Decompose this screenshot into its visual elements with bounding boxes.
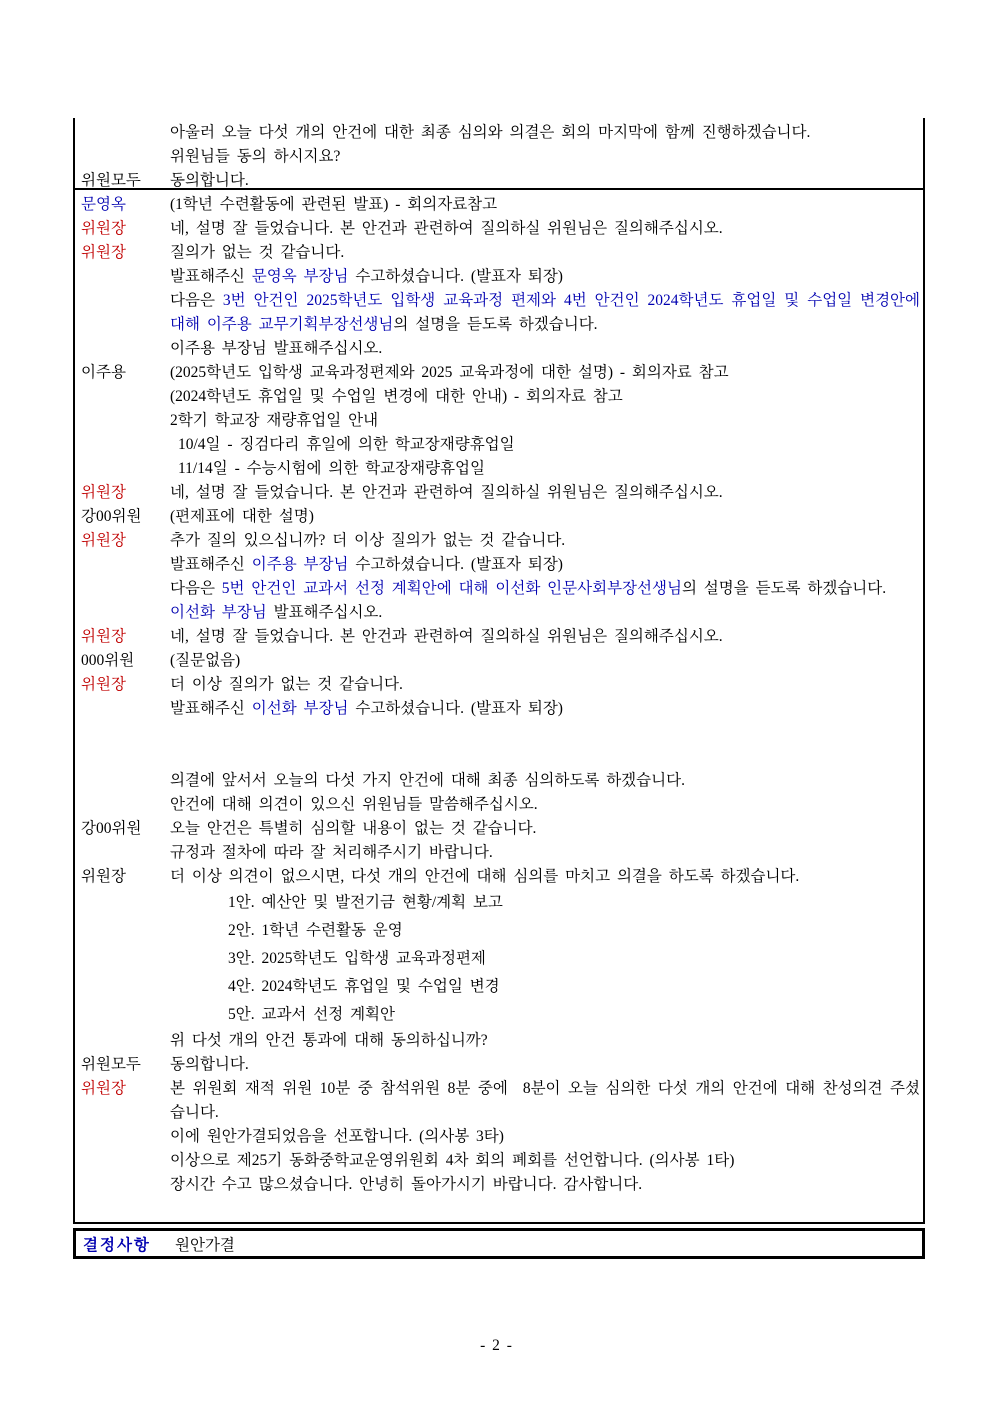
dialogue-text: (2025학년도 입학생 교육과정편제와 2025 교육과정에 대한 설명) - 회의자료 참고 [170,364,729,381]
dialogue-text: 의결에 앞서서 오늘의 다섯 가지 안건에 대해 최종 심의하도록 하겠습니다. [170,772,685,789]
speaker-label [75,121,170,145]
dialogue-line [170,793,920,817]
speaker-label: 문영옥 [81,196,126,213]
decision-row [73,1228,925,1259]
dialogue-text: 아울러 오늘 다섯 개의 안건에 대한 최종 심의와 의결은 회의 마지막에 함께 진행하겠습니다. [170,124,811,141]
dialogue-line [170,145,920,169]
dialogue-line [170,945,920,973]
dialogue-text: 안건에 대해 의견이 있으신 위원님들 말씀해주십시오. [170,796,538,813]
dialogue-line [170,697,920,721]
dialogue-text: 발표해주신 [170,268,252,285]
dialogue-line [170,889,920,917]
transcript-row [75,217,923,241]
transcript-row [75,529,923,625]
dialogue-text: 본 위원회 재적 위원 10분 중 참석위원 8분 중에 8분이 오늘 심의한 다섯 개의 안건에 대해 찬성의견 주셨습니다. [170,1080,920,1121]
dialogue-line [170,553,920,577]
transcript-row [75,505,923,529]
dialogue-content [170,217,923,241]
decision-label: 결정사항 [83,1236,151,1254]
dialogue-line [170,337,920,361]
dialogue-text: 다음은 [170,292,223,309]
transcript-row [75,625,923,649]
speaker-label: 위원장 [81,220,126,237]
transcript-row [75,721,923,817]
dialogue-line [170,625,920,649]
dialogue-text: 동의합니다. [170,172,249,189]
dialogue-content [170,241,923,361]
dialogue-line [170,1029,920,1053]
dialogue-line [170,917,920,945]
dialogue-text: 4안. 2024학년도 휴업일 및 수업일 변경 [228,978,500,995]
speaker-label: 위원장 [81,676,126,693]
speaker-label: 위원장 [81,1080,126,1097]
dialogue-text: 위 다섯 개의 안건 통과에 대해 동의하십니까? [170,1032,488,1049]
dialogue-line [170,361,920,385]
dialogue-line [170,433,920,457]
dialogue-text: 5번 안건인 교과서 선정 계획안에 대해 이선화 인문사회부장선생님 [221,580,682,597]
transcript-row [75,673,923,721]
dialogue-line [170,1125,920,1149]
dialogue-text: 동의합니다. [170,1056,249,1073]
dialogue-text: 이선화 부장님 [170,604,267,621]
speaker-label [75,721,170,745]
speaker-label: 강00위원 [81,820,142,837]
dialogue-line [170,505,920,529]
dialogue-text: (질문없음) [170,652,241,669]
dialogue-content [170,817,923,865]
dialogue-text: 의 설명을 듣도록 하겠습니다. [393,316,598,333]
transcript-row [75,865,923,1053]
dialogue-text: (편제표에 대한 설명) [170,508,314,525]
dialogue-line [170,217,920,241]
dialogue-text: 수고하셨습니다. (발표자 퇴장) [348,700,563,717]
speaker-label: 강00위원 [81,508,142,525]
speaker-label: 위원장 [81,532,126,549]
dialogue-text: 2안. 1학년 수련활동 운영 [228,922,403,939]
speaker-label: 위원장 [81,628,126,645]
dialogue-content [170,121,923,169]
dialogue-text: 네, 설명 잘 들었습니다. 본 안건과 관련하여 질의하실 위원님은 질의해주십시오. [170,628,723,645]
decision-value: 원안가결 [175,1236,235,1254]
dialogue-text: 네, 설명 잘 들었습니다. 본 안건과 관련하여 질의하실 위원님은 질의해주십시오. [170,220,723,237]
dialogue-content [170,1077,923,1197]
transcript-row [75,361,923,481]
transcript-row [75,1053,923,1077]
dialogue-line [170,769,920,793]
dialogue-text: 더 이상 의견이 없으시면, 다섯 개의 안건에 대해 심의를 마치고 의결을 하도록 하겠습니다. [170,868,800,885]
dialogue-line [170,169,920,193]
dialogue-line [170,289,920,337]
dialogue-content [170,1053,923,1077]
dialogue-text: 발표해주십시오. [266,604,383,621]
dialogue-text: 3번 안건인 2025학년도 입학생 교육과정 편제와 4번 안건인 2024학년도 휴업일 및 수업일 변경안에 대해 이주용 교무기획부장선생님 [170,292,921,333]
dialogue-text: 수고하셨습니다. (발표자 퇴장) [348,556,563,573]
transcript-row [75,169,923,193]
dialogue-content [170,361,923,481]
dialogue-line [170,457,920,481]
dialogue-content [170,625,923,649]
dialogue-text: 장시간 수고 많으셨습니다. 안녕히 돌아가시기 바랍니다. 감사합니다. [170,1176,643,1193]
blank-line [170,745,920,769]
dialogue-line [170,973,920,1001]
dialogue-line [170,865,920,889]
dialogue-content [170,529,923,625]
dialogue-line [170,1149,920,1173]
dialogue-text: 의 설명을 듣도록 하겠습니다. [681,580,887,597]
dialogue-line [170,1077,920,1125]
transcript-row [75,1077,923,1197]
dialogue-content [170,721,923,817]
dialogue-text: (1학년 수련활동에 관련된 발표) - 회의자료참고 [170,196,498,213]
speaker-label: 이주용 [81,364,126,381]
dialogue-text: 수고하셨습니다. (발표자 퇴장) [348,268,563,285]
dialogue-line [170,1173,920,1197]
dialogue-line [170,241,920,265]
dialogue-text: 위원님들 동의 하시지요? [170,148,341,165]
dialogue-line [170,481,920,505]
transcript-row [75,817,923,865]
dialogue-line [170,409,920,433]
dialogue-text: 오늘 안건은 특별히 심의할 내용이 없는 것 같습니다. [170,820,537,837]
dialogue-text: 다음은 [170,580,222,597]
dialogue-content [170,865,923,1053]
dialogue-line [170,265,920,289]
minutes-table [73,118,925,1224]
dialogue-text: 이에 원안가결되었음을 선포합니다. (의사봉 3타) [170,1128,504,1145]
dialogue-line [170,673,920,697]
dialogue-line [170,193,920,217]
transcript-section-top [75,118,923,190]
speaker-label: 000위원 [81,652,135,669]
dialogue-text: 발표해주신 [170,700,252,717]
dialogue-content [170,505,923,529]
transcript-row [75,649,923,673]
speaker-label: 위원장 [81,484,126,501]
page-number: - 2 - [480,1337,512,1354]
dialogue-line [170,841,920,865]
dialogue-text: 규정과 절차에 따라 잘 처리해주시기 바랍니다. [170,844,493,861]
dialogue-content [170,169,923,193]
transcript-row [75,481,923,505]
dialogue-content [170,481,923,505]
dialogue-text: 네, 설명 잘 들었습니다. 본 안건과 관련하여 질의하실 위원님은 질의해주십시오. [170,484,723,501]
dialogue-text: 11/14일 - 수능시험에 의한 학교장재량휴업일 [178,460,485,477]
dialogue-line [170,1053,920,1077]
dialogue-text: 이상으로 제25기 동화중학교운영위원회 4차 회의 폐회를 선언합니다. (의사봉 1타) [170,1152,735,1169]
dialogue-content [170,673,923,721]
dialogue-text: 10/4일 - 징검다리 휴일에 의한 학교장재량휴업일 [178,436,515,453]
dialogue-text: 이주용 부장님 [251,556,349,573]
dialogue-line [170,1001,920,1029]
dialogue-line [170,577,920,601]
dialogue-text: 추가 질의 있으십니까? 더 이상 질의가 없는 것 같습니다. [170,532,566,549]
dialogue-text: 질의가 없는 것 같습니다. [170,244,345,261]
dialogue-line [170,649,920,673]
dialogue-text: 이선화 부장님 [251,700,349,717]
dialogue-text: 5안. 교과서 선정 계획안 [228,1006,396,1023]
dialogue-content [170,649,923,673]
dialogue-text: 2학기 학교장 재량휴업일 안내 [170,412,379,429]
speaker-label: 위원장 [81,244,126,261]
dialogue-text: 문영옥 부장님 [251,268,349,285]
dialogue-text: 발표해주신 [170,556,252,573]
dialogue-text: 3안. 2025학년도 입학생 교육과정편제 [228,950,486,967]
transcript-section-main [75,190,923,1224]
dialogue-text: 1안. 예산안 및 발전기금 현황/계획 보고 [228,894,503,911]
dialogue-line [170,385,920,409]
blank-line [170,721,920,745]
speaker-label: 위원모두 [81,172,141,189]
dialogue-text: 더 이상 질의가 없는 것 같습니다. [170,676,403,693]
dialogue-line [170,121,920,145]
dialogue-line [170,601,920,625]
transcript-row [75,241,923,361]
transcript-row [75,193,923,217]
speaker-label: 위원모두 [81,1056,141,1073]
dialogue-text: 이주용 부장님 발표해주십시오. [170,340,383,357]
transcript-row [75,121,923,169]
dialogue-line [170,529,920,553]
speaker-label: 위원장 [81,868,126,885]
dialogue-text: (2024학년도 휴업일 및 수업일 변경에 대한 안내) - 회의자료 참고 [170,388,623,405]
dialogue-line [170,817,920,841]
dialogue-content [170,193,923,217]
